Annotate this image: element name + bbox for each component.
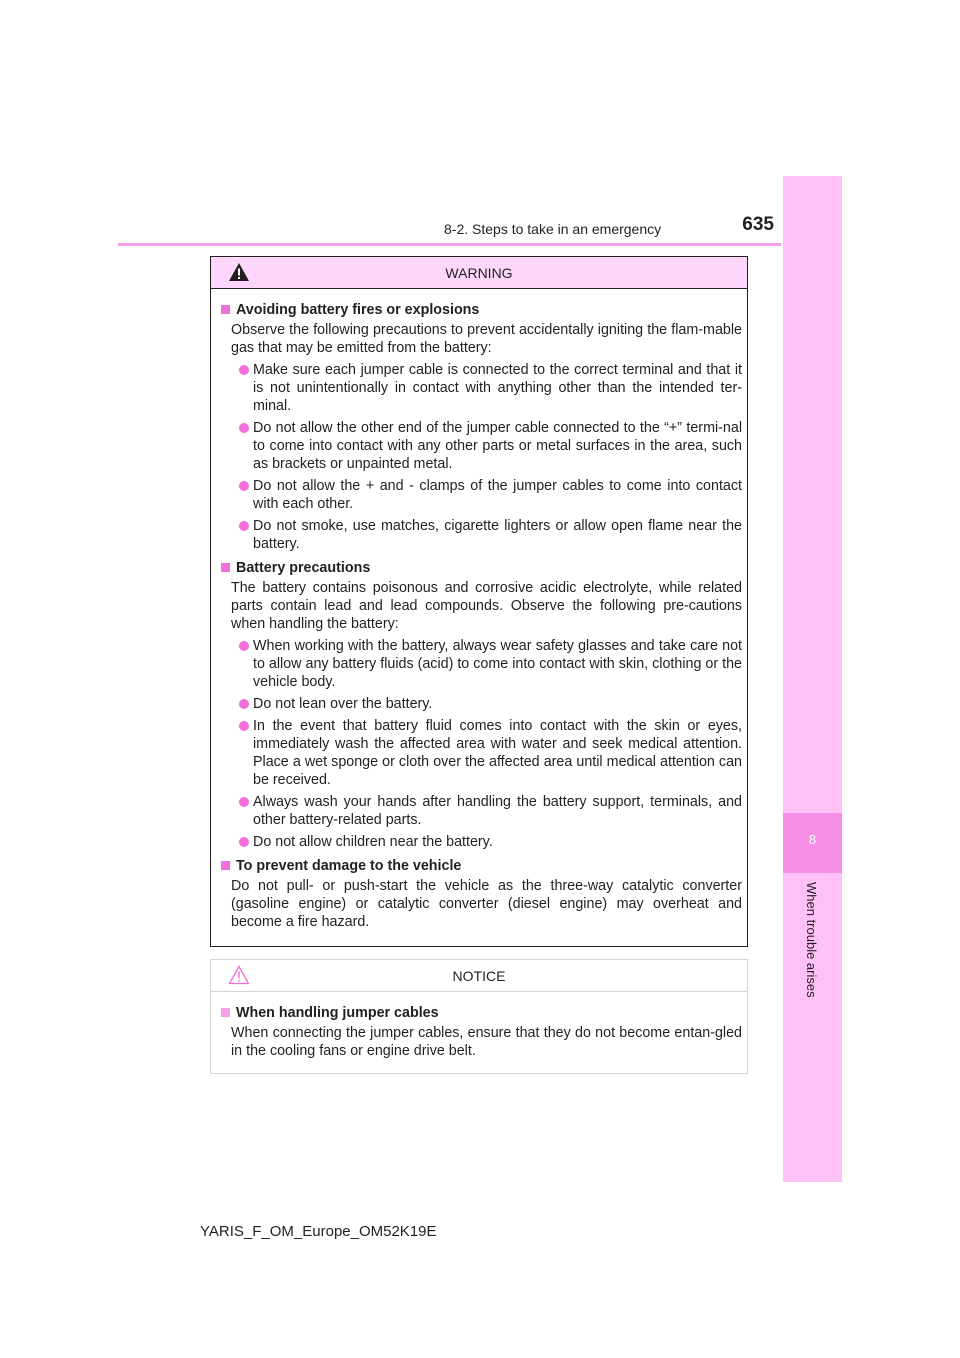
square-bullet-icon: [221, 861, 230, 870]
notice-box: [210, 959, 748, 1074]
warning-section: [221, 559, 742, 851]
side-tab: [783, 176, 842, 1182]
round-bullet-icon: [239, 365, 249, 375]
round-bullet-icon: [239, 521, 249, 531]
list-item: Always wash your hands after handling the battery support, terminals, and other battery-related parts.: [239, 793, 742, 829]
square-bullet-icon: [221, 1008, 230, 1017]
list-item: Do not allow the + and - clamps of the jumper cables to come into contact with each other.: [239, 477, 742, 513]
list-item: Do not smoke, use matches, cigarette lighters or allow open flame near the battery.: [239, 517, 742, 553]
round-bullet-icon: [239, 481, 249, 491]
list-item: Make sure each jumper cable is connected to the correct terminal and that it is not unintentionally in contact with anything other than the intended ter-minal.: [239, 361, 742, 415]
list-item: Do not lean over the battery.: [239, 695, 742, 713]
page-number: 635: [742, 214, 774, 235]
warning-box: [210, 256, 748, 947]
section-intro: Observe the following precautions to prevent accidentally igniting the flam-mable gas that may be emitted from the battery:: [231, 322, 742, 356]
warning-header: [211, 257, 747, 289]
section-intro: The battery contains poisonous and corrosive acidic electrolyte, while related parts contain lead and lead compounds. Observe the following pre-cautions when handling the battery:: [231, 580, 742, 632]
section-heading: Avoiding battery fires or explosions: [221, 301, 742, 319]
notice-body: [211, 992, 747, 1060]
notice-triangle-icon: [228, 965, 250, 985]
section-title: 8-2. Steps to take in an emergency: [444, 221, 662, 237]
round-bullet-icon: [239, 423, 249, 433]
round-bullet-icon: [239, 699, 249, 709]
list-item: When working with the battery, always wear safety glasses and take care not to allow any battery fluids (acid) to come into contact with skin, clothing or the vehicle body.: [239, 637, 742, 691]
chapter-number: 8: [808, 832, 817, 847]
section-heading: When handling jumper cables: [221, 1004, 742, 1022]
round-bullet-icon: [239, 797, 249, 807]
notice-heading: NOTICE: [452, 967, 506, 984]
section-intro: Do not pull- or push-start the vehicle as the three-way catalytic converter (gasoline engine) or catalytic converter (diesel engine) may overheat and become a fire hazard.: [231, 878, 742, 930]
chapter-label: When trouble arises: [804, 882, 819, 998]
header-rule: [118, 243, 781, 246]
list-item: In the event that battery fluid comes into contact with the skin or eyes, immediately wash the affected area with water and seek medical attention. Place a wet sponge or cloth over the affected area until medical attention can be received.: [239, 717, 742, 789]
notice-header: [211, 960, 747, 992]
warning-triangle-icon: [228, 262, 250, 282]
section-heading: Battery precautions: [221, 559, 742, 577]
section-intro: When connecting the jumper cables, ensure that they do not become entan-gled in the cooling fans or engine drive belt.: [231, 1025, 742, 1059]
warning-section: [221, 857, 742, 931]
list-item: Do not allow children near the battery.: [239, 833, 742, 851]
round-bullet-icon: [239, 721, 249, 731]
warning-section: [221, 301, 742, 553]
warning-heading: WARNING: [445, 264, 513, 281]
manual-code: YARIS_F_OM_Europe_OM52K19E: [200, 1223, 437, 1240]
section-heading: To prevent damage to the vehicle: [221, 857, 742, 875]
round-bullet-icon: [239, 837, 249, 847]
round-bullet-icon: [239, 641, 249, 651]
list-item: Do not allow the other end of the jumper cable connected to the “+” termi-nal to come into contact with any other parts or metal surfaces in the area, such as brackets or unpainted metal.: [239, 419, 742, 473]
square-bullet-icon: [221, 305, 230, 314]
warning-body: [211, 289, 747, 931]
square-bullet-icon: [221, 563, 230, 572]
